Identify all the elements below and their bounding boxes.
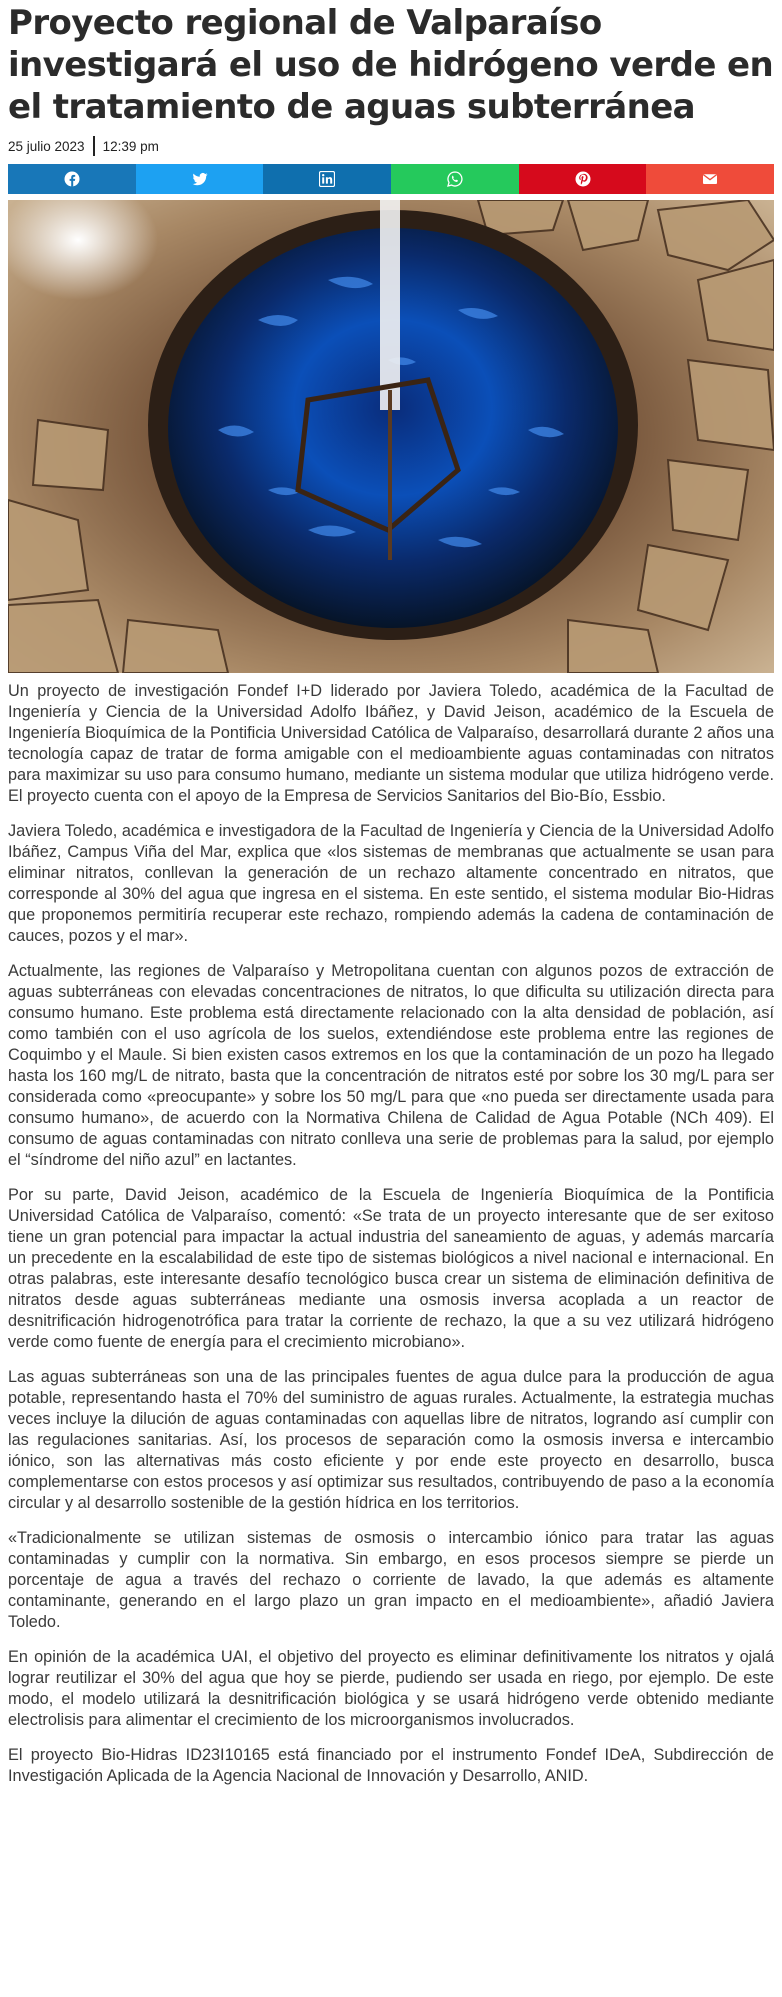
- article-title: Proyecto regional de Valparaíso investigará el uso de hidrógeno verde en el tratamiento de aguas subterránea: [8, 3, 774, 127]
- article-paragraph: Javiera Toledo, académica e investigadora de la Facultad de Ingeniería y Ciencia de la Universidad Adolfo Ibáñez, Campus Viña del Mar, explica que «los sistemas de membranas que actualmente se usan para eliminar nitratos, conllevan la generación de un rechazo altamente concentrado en nitratos, que corresponde al 30% del agua que ingresa en el sistema. En este sentido, el sistema modular Bio-Hidras que proponemos permitiría recuperar este rechazo, rompiendo además la cadena de contaminación de cauces, pozos y el mar».: [8, 822, 774, 945]
- pinterest-icon: [575, 171, 591, 187]
- share-linkedin-button[interactable]: [263, 164, 391, 194]
- article-paragraph: Un proyecto de investigación Fondef I+D liderado por Javiera Toledo, académica de la Facultad de Ingeniería y Ciencia de la Universidad Adolfo Ibáñez, y David Jeison, académico de la Escuela de Ingeniería Bioquímica de la Pontificia Universidad Católica de Valparaíso, desarrollará durante 2 años una tecnología capaz de tratar de forma amigable con el medioambiente aguas contaminadas con nitratos para maximizar su uso para consumo humano, mediante un sistema modular que utiliza hidrógeno verde. El proyecto cuenta con el apoyo de la Empresa de Servicios Sanitarios del Bio-Bío, Essbio.: [8, 682, 774, 805]
- share-whatsapp-button[interactable]: [391, 164, 519, 194]
- share-bar: [8, 164, 774, 194]
- article-paragraph: Por su parte, David Jeison, académico de la Escuela de Ingeniería Bioquímica de la Pontificia Universidad Católica de Valparaíso, comentó: «Se trata de un proyecto interesante que de ser exitoso tiene un gran potencial para impactar la actual industria del saneamiento de aguas, y además marcaría un precedente en la escalabilidad de este tipo de sistemas biológicos a nivel nacional e internacional. En otras palabras, este interesante desafío tecnológico busca crear un sistema de eliminación definitiva de nitratos desde aguas subterráneas mediante una osmosis inversa acoplada a un reactor de desnitrificación hidrogenotrófica para tratar la corriente de rechazo, la que a su vez utilizará hidrógeno verde como fuente de energía para el crecimiento microbiano».: [8, 1186, 774, 1351]
- article-paragraph: Actualmente, las regiones de Valparaíso y Metropolitana cuentan con algunos pozos de extracción de aguas subterráneas con elevadas concentraciones de nitratos, lo que dificulta su utilización directa para consumo humano. Este problema está directamente relacionado con la alta densidad de población, así como también con el uso agrícola de los suelos, extendiéndose este problema entre las regiones de Coquimbo y el Maule. Si bien existen casos extremos en los que la contaminación de un pozo ha llegado hasta los 160 mg/L de nitrato, basta que la concentración de nitratos esté por sobre los 30 mg/L para ser considerada como «preocupante» y sobre los 50 mg/L para que «no pueda ser directamente usada para consumo humano», de acuerdo con la Normativa Chilena de Calidad de Agua Potable (NCh 409). El consumo de aguas contaminadas con nitrato conlleva una serie de problemas para la salud, por ejemplo el “síndrome del niño azul” en lactantes.: [8, 962, 774, 1169]
- share-twitter-button[interactable]: [136, 164, 264, 194]
- whatsapp-icon: [447, 171, 463, 187]
- facebook-icon: [64, 171, 80, 187]
- share-email-button[interactable]: [646, 164, 774, 194]
- well-water-photo: [8, 200, 774, 673]
- article-meta: [8, 136, 774, 156]
- article-time: 12:39 pm: [102, 138, 159, 154]
- article-body: [8, 681, 774, 1787]
- article-paragraph: Las aguas subterráneas son una de las principales fuentes de agua dulce para la producción de agua potable, representando hasta el 70% del suministro de aguas rurales. Actualmente, la estrategia muchas veces incluye la dilución de aguas contaminadas con aquellas libre de nitratos, logrando así cumplir con las regulaciones sanitarias. Así, los procesos de separación como la osmosis inversa e intercambio iónico, son las alternativas más costo eficiente y por ende este proyecto en desarrollo, busca complementarse con estos procesos y así optimizar sus resultados, contribuyendo de paso a la economía circular y al desarrollo sostenible de la gestión hídrica en los territorios.: [8, 1368, 774, 1512]
- article-paragraph: El proyecto Bio-Hidras ID23I10165 está financiado por el instrumento Fondef IDeA, Subdirección de Investigación Aplicada de la Agencia Nacional de Innovación y Desarrollo, ANID.: [8, 1746, 774, 1785]
- meta-divider: [93, 136, 95, 156]
- article-paragraph: En opinión de la académica UAI, el objetivo del proyecto es eliminar definitivamente los nitratos y ojalá lograr reutilizar el 30% del agua que hoy se pierde, pudiendo ser usada en riego, por ejemplo. De este modo, el modelo utilizará la desnitrificación biológica y se usará hidrógeno verde obtenido mediante electrolisis para alimentar el crecimiento de los microorganismos involucrados.: [8, 1648, 774, 1729]
- article-date: 25 julio 2023: [8, 138, 85, 154]
- share-pinterest-button[interactable]: [519, 164, 647, 194]
- share-facebook-button[interactable]: [8, 164, 136, 194]
- article-paragraph: «Tradicionalmente se utilizan sistemas de osmosis o intercambio iónico para tratar las aguas contaminadas y cumplir con la normativa. Sin embargo, en esos procesos siempre se pierde un porcentaje de agua a través del rechazo o corriente de lavado, la que además es altamente contaminante, generando en el largo plazo un gran impacto en el medioambiente», añadió Javiera Toledo.: [8, 1529, 774, 1631]
- article-container: [8, 0, 774, 1787]
- linkedin-icon: [319, 171, 335, 187]
- email-icon: [702, 171, 718, 187]
- twitter-icon: [192, 171, 208, 187]
